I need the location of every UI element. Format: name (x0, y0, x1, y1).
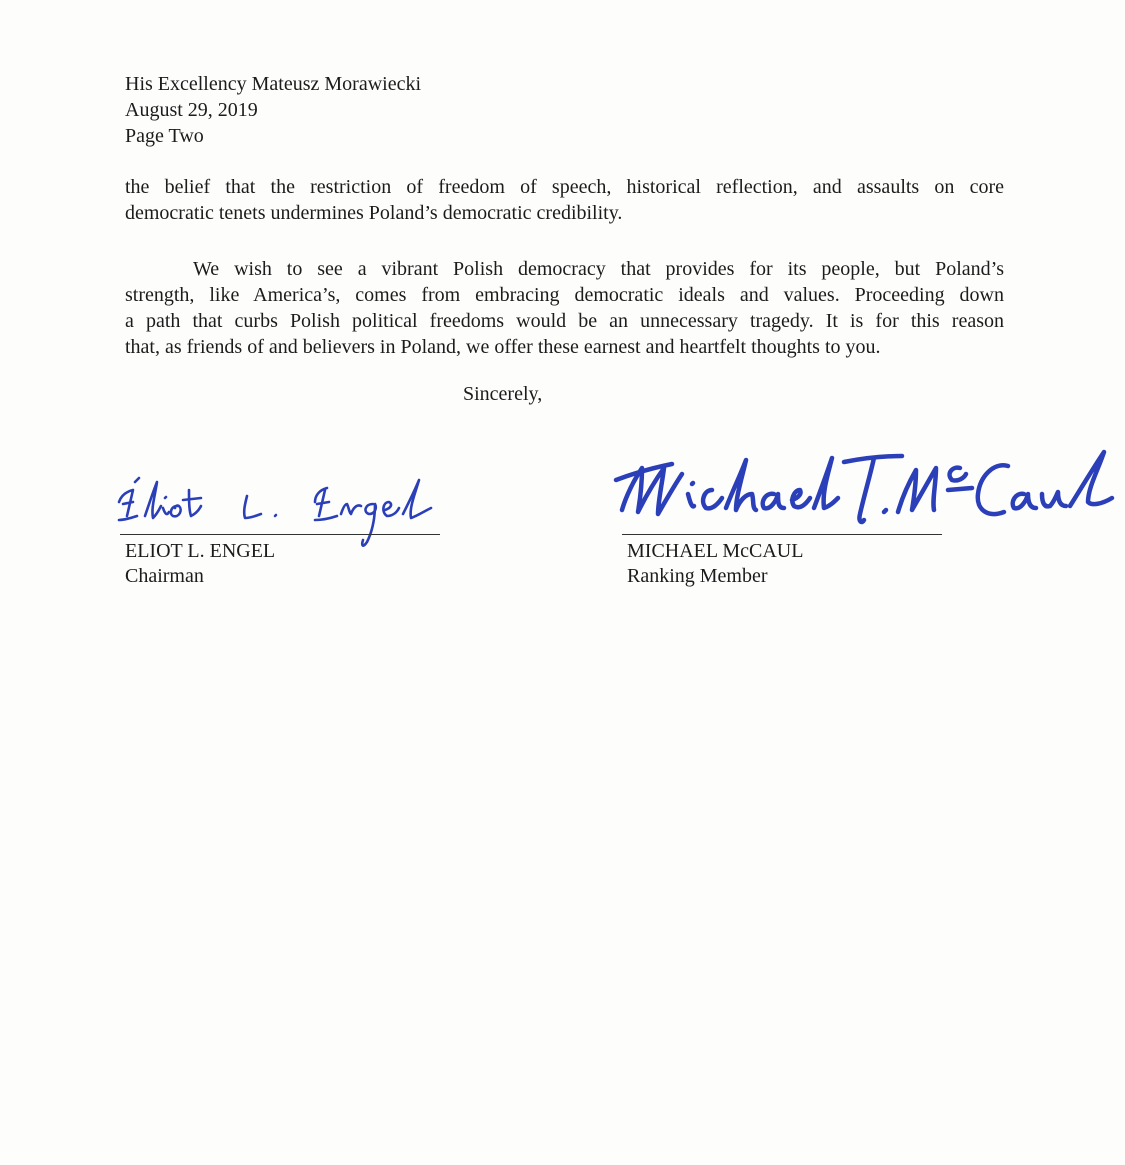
body-paragraph-2 (125, 256, 1004, 360)
signer-name: ELIOT L. ENGEL (125, 540, 276, 562)
signer-title: Chairman (125, 565, 204, 587)
letter-header (125, 71, 421, 149)
paragraph-line: We wish to see a vibrant Polish democracy that provides for its people, but Poland’s (193, 258, 1004, 280)
paragraph-line: strength, like America’s, comes from embracing democratic ideals and values. Proceeding down (125, 284, 1004, 306)
signer-block-mccaul (627, 539, 803, 589)
paragraph-line: democratic tenets undermines Poland’s democratic credibility. (125, 202, 623, 224)
body-paragraph-1 (125, 174, 1004, 226)
paragraph-line: a path that curbs Polish political freedoms would be an unnecessary tragedy. It is for this reason (125, 310, 1004, 332)
signature-line-left (120, 534, 440, 535)
signature-line-right (622, 534, 942, 535)
signer-block-engel (125, 539, 275, 589)
addressee: His Excellency Mateusz Morawiecki (125, 73, 422, 95)
page-label: Page Two (125, 125, 204, 147)
closing-salutation: Sincerely, (463, 383, 543, 405)
paragraph-line: that, as friends of and believers in Poland, we offer these earnest and heartfelt thoughts to you. (125, 336, 881, 358)
letter-date: August 29, 2019 (125, 99, 258, 121)
signer-name: MICHAEL McCAUL (627, 540, 804, 562)
signer-title: Ranking Member (627, 565, 768, 587)
paragraph-line: the belief that the restriction of freedom of speech, historical reflection, and assaults on core (125, 176, 1004, 198)
